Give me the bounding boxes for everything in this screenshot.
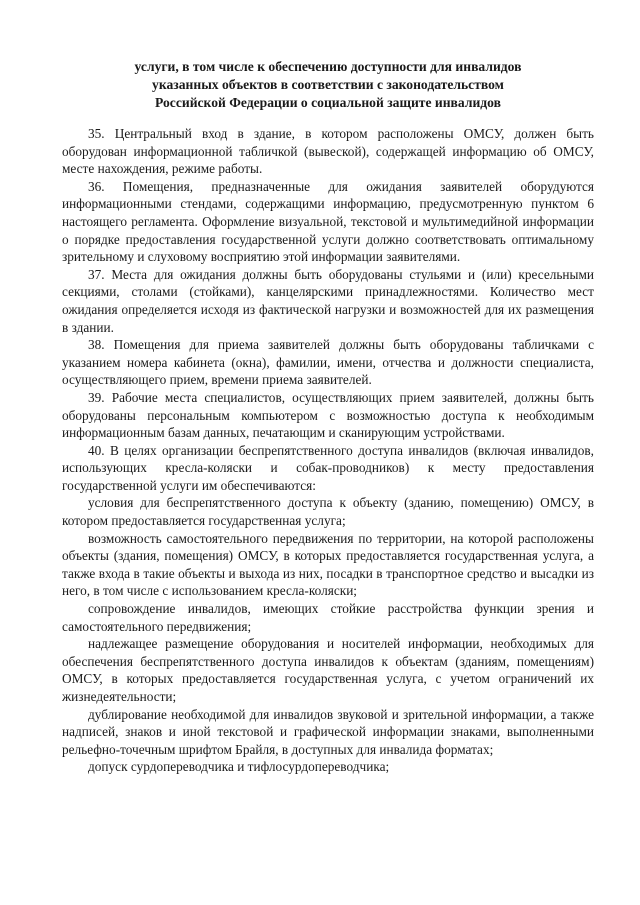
section-heading <box>62 58 594 112</box>
heading-line-3: Российской Федерации о социальной защите инвалидов <box>155 95 501 110</box>
paragraph-37: 37. Места для ожидания должны быть оборудованы стульями и (или) кресельными секциями, столами (стойками), канцелярскими принадлежностями. Количество мест ожидания определяется исходя из фактической нагрузки и возможностей для их размещения в здании. <box>62 266 594 335</box>
list-item-escort: сопровождение инвалидов, имеющих стойкие расстройства функции зрения и самостоятельного передвижения; <box>62 601 594 634</box>
paragraph-40: 40. В целях организации беспрепятственного доступа инвалидов (включая инвалидов, использующих кресла-коляски и собак-проводников) к месту предоставления государственной услуги им обеспечиваются: <box>62 442 594 493</box>
list-item-equipment-placement: надлежащее размещение оборудования и носителей информации, необходимых для обеспечения беспрепятственного доступа инвалидов к объектам (зданиям, помещениям) ОМСУ, в которых предоставляется государственная услуга, с учетом ограничений их жизнедеятельности; <box>62 636 594 704</box>
document-page <box>62 58 594 776</box>
list-item-braille-duplication: дублирование необходимой для инвалидов звуковой и зрительной информации, а также надписей, знаков и иной текстовой и графической информации знаками, выполненными рельефно-точечным шрифтом Брайля, в доступных для инвалида форматах; <box>62 706 594 757</box>
paragraph-39: 39. Рабочие места специалистов, осуществляющих прием заявителей, должны быть оборудованы персональным компьютером с возможностью доступа к необходимым информационным базам данных, печатающим и сканирующим устройствами. <box>62 389 594 441</box>
paragraph-35: 35. Центральный вход в здание, в котором расположены ОМСУ, должен быть оборудован информационной табличкой (вывеской), содержащей информацию об ОМСУ, месте нахождения, режиме работы. <box>62 126 594 177</box>
document-body <box>62 125 594 776</box>
list-item-interpreter-admission: допуск сурдопереводчика и тифлосурдопереводчика; <box>88 759 390 775</box>
heading-line-1: услуги, в том числе к обеспечению доступности для инвалидов <box>134 59 522 74</box>
list-item-access-conditions: условия для беспрепятственного доступа к объекту (зданию, помещению) ОМСУ, в котором предоставляется государственная услуга; <box>62 495 594 529</box>
paragraph-38: 38. Помещения для приема заявителей должны быть оборудованы табличками с указанием номера кабинета (окна), фамилии, имени, отчества и должности специалиста, осуществляющего прием, времени приема заявителей. <box>62 337 594 388</box>
list-item-independent-movement: возможность самостоятельного передвижения по территории, на которой расположены объекты (здания, помещения) ОМСУ, в которых предоставляется государственная услуга, а также входа в такие объекты и выхода из них, посадки в транспортное средство и высадки из него, в том числе с использованием кресла-коляски; <box>62 530 594 599</box>
heading-line-2: указанных объектов в соответствии с законодательством <box>152 77 504 92</box>
paragraph-36: 36. Помещения, предназначенные для ожидания заявителей оборудуются информационными стендами, содержащими информацию, предусмотренную пунктом 6 настоящего регламента. Оформление визуальной, текстовой и мультимедийной информации о порядке предоставления государственной услуги должно соответствовать оптимальному зрительному и слуховому восприятию этой информации заявителями. <box>62 178 594 265</box>
